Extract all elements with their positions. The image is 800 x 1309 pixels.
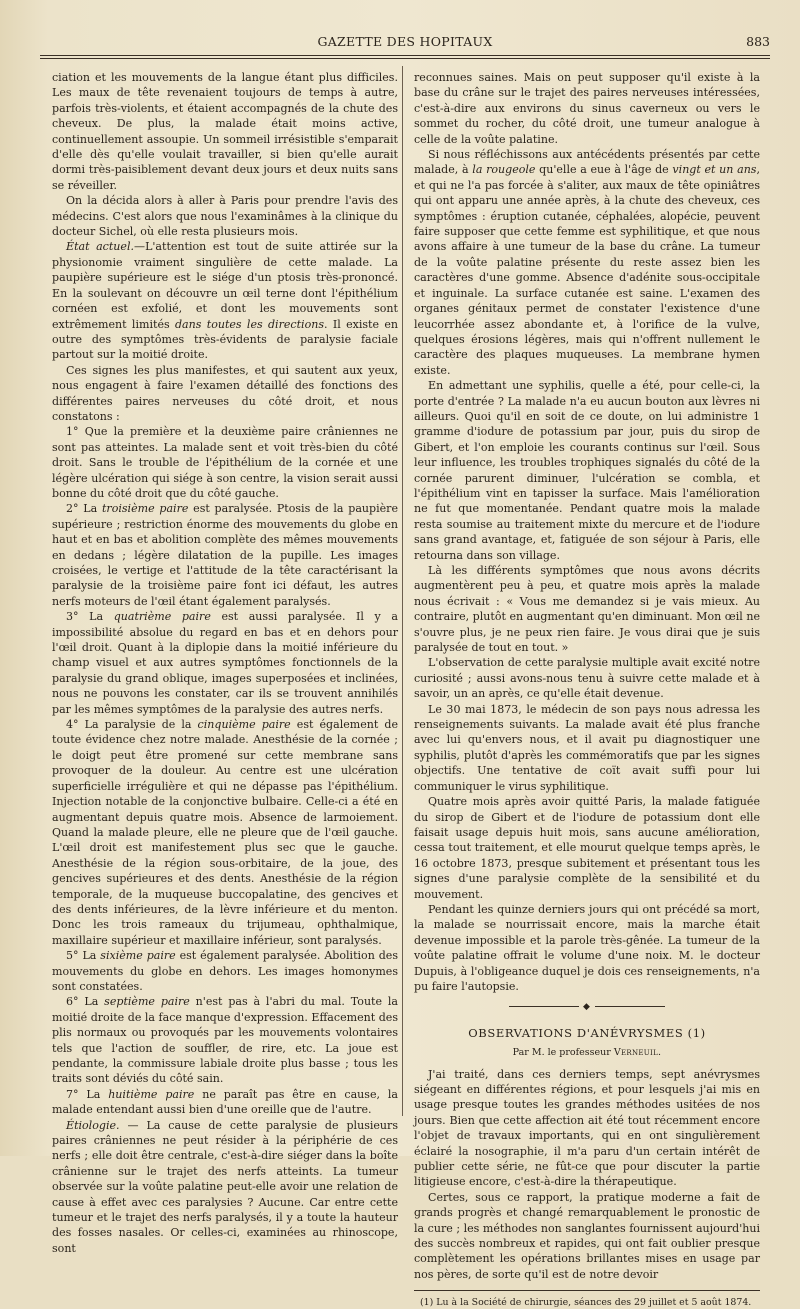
text-run: Le 30 mai 1873, le médecin de son pays nous adressa les renseignements suivants. La malade avait été plus franche avec lui qu'envers nous, et il avait pu diagnostiquer une syphilis, plutôt d'après les commémoratifs que par les signes objectifs. Une tentative de coït avait suffi pour lui communiquer le virus syphilitique. (414, 702, 760, 793)
paragraph (414, 794, 760, 902)
header-rule-bottom (40, 58, 770, 59)
italic-text: troisième paire (101, 502, 189, 516)
left-column (52, 70, 399, 1255)
italic-text: État actuel. (66, 240, 135, 254)
italic-text: septième paire (104, 995, 190, 1009)
paragraph (52, 193, 398, 239)
text-run: est également paralysée. Abolition des mouvements du globe en dehors. Les images homonymes sont constatées. (52, 949, 398, 993)
italic-text: Étiologie. (66, 1118, 120, 1132)
text-run: n'est pas à l'abri du mal. Toute la moitié droite de la face manque d'expression. Effacement des plis normaux ou provoqués par les mouvements volontaires tels que l'action de souffler, de rire, etc. La joue est pendante, la commissure labiale droite plus basse ; tous les traits sont déviés du côté sain. (52, 995, 398, 1086)
paragraph (52, 70, 398, 193)
author-name: Verneuil. (613, 1047, 662, 1059)
text-run: Si nous réfléchissons aux antécédents présentés par cette malade, à (414, 148, 760, 177)
paragraph (414, 1067, 760, 1190)
paragraph (52, 1118, 398, 1257)
paragraph (52, 239, 398, 362)
paragraph (414, 70, 760, 147)
paragraph (414, 563, 760, 655)
page-number: 883 (746, 34, 770, 49)
page-header (40, 34, 770, 52)
paragraph (52, 424, 398, 501)
paragraph (52, 717, 398, 948)
paragraph (414, 655, 760, 701)
footnote: (1) Lu à la Société de chirurgie, séances des 29 juillet et 5 août 1874. (420, 1297, 752, 1309)
text-run: est également de toute évidence chez notre malade. Anesthésie de la cornée ; le doigt peut être promené sur cette membrane sans provoquer de la douleur. Au centre est une ulcération superficielle irrégulière et qui ne dépasse pas l'épithélium. Injection notable de la conjonctive bulbaire. Celle-ci a été en augmentant depuis quatre mois. Absence de larmoiement. Quand la malade pleure, elle ne pleure que de l'œil gauche. L'œil droit est manifestement plus sec que le gauche. Anesthésie de la région sous-orbitaire, de la joue, des gencives supérieures et des dents. Anesthésie de la région temporale, de la muqueuse buccopalatine, des gencives et des dents inférieures, de la lèvre inférieure et du menton. Donc les trois rameaux du trijumeau, ophthalmique, maxillaire supérieur et maxillaire inférieur, sont paralysés. (52, 718, 399, 947)
italic-text: la rougeole (472, 163, 536, 177)
paragraph (414, 378, 760, 563)
italic-text: cinquième paire (197, 718, 291, 732)
text-run: 6° La (66, 995, 105, 1009)
italic-text: huitième paire (108, 1087, 195, 1101)
paragraph (52, 609, 398, 717)
header-rule-top (40, 55, 770, 56)
text-run: J'ai traité, dans ces derniers temps, sept anévrysmes siégeant en différentes régions, et pour lesquels j'ai mis en usage presque toutes les grandes méthodes usitées de nos jours. Bien que cette affection ait été tout récemment encore l'objet de travaux importants, qui en ont singulièrement éclairé la nosographie, il m'a paru d'un certain intérêt de publier cette série, ne fût-ce que pour discuter la partie litigieuse encore, c'est-à-dire la thérapeutique. (414, 1067, 760, 1189)
text-run: ciation et les mouvements de la langue étant plus difficiles. Les maux de tête revenaient toujours de temps à autre, parfois très-violents, et étaient accompagnés de la chute des cheveux. De plus, la malade était moins active, continuellement assoupie. Un sommeil irrésistible s'emparait d'elle dès qu'elle voulait travailler, si bien qu'elle aurait dormi très-paisiblement devant deux jours et deux nuits sans se réveiller. (52, 71, 398, 192)
paragraph (52, 948, 398, 994)
column-separator (402, 66, 403, 1116)
byline-prefix: Par M. le professeur (512, 1047, 614, 1059)
text-run: Pendant les quinze derniers jours qui ont précédé sa mort, la malade se nourrissait encore, mais la marche était devenue impossible et la parole très-gênée. La tumeur de la voûte palatine offrait le volume d'une noix. M. le docteur Dupuis, à l'obligeance duquel je dois ces renseignements, n'a pu faire l'autopsie. (414, 902, 760, 993)
section-ornament: ◆ (414, 1000, 760, 1015)
paragraph (52, 994, 398, 1086)
text-run: 2° La (66, 502, 102, 516)
paragraph (52, 363, 398, 425)
text-run: qu'elle a eue à l'âge de (535, 163, 673, 177)
text-run: — La cause de cette paralysie de plusieurs paires crâniennes ne peut résider à la périphérie de ces nerfs ; elle doit être centrale, c'est-à-dire siéger dans la boîte crânienne sur le trajet des nerfs atteints. La tumeur observée sur la voûte palatine peut-elle avoir une relation de cause à effet avec ces paralysies ? Aucune. Car entre cette tumeur et le trajet des nerfs paralysés, il y a toute la hauteur des fosses nasales. Or celles-ci, examinées au rhinoscope, sont (52, 1118, 398, 1255)
section-title: OBSERVATIONS D'ANÉVRYSMES (1) (468, 1025, 706, 1040)
text-run: Quatre mois après avoir quitté Paris, la malade fatiguée du sirop de Gibert et de l'iodure de potassium dont elle faisait usage depuis huit mois, sans aucune amélioration, cessa tout traitement, et elle mourut quelque temps après, le 16 octobre 1873, presque subitement et présentant tous les signes d'une paralysie complète de la sensibilité et du mouvement. (414, 795, 760, 901)
paragraph (414, 147, 760, 378)
text-run: 1° Que la première et la deuxième paire crâniennes ne sont pas atteintes. La malade sent et voit très-bien du côté droit. Sans le trouble de l'épithélium de la cornée et une légère ulcération qui siége à son centre, la vision serait aussi bonne du côté droit que du côté gauche. (52, 425, 398, 500)
right-column (414, 70, 760, 1309)
paragraph (414, 702, 760, 794)
text-run: On la décida alors à aller à Paris pour prendre l'avis des médecins. C'est alors que nous l'examinâmes à la clinique du docteur Sichel, où elle resta plusieurs mois. (52, 194, 398, 239)
text-run: En admettant une syphilis, quelle a été, pour celle-ci, la porte d'entrée ? La malade n'a eu aucun bouton aux lèvres ni ailleurs. Quoi qu'il en soit de ce doute, on lui administre 1 gramme d'iodure de potassium par jour, puis du sirop de Gibert, et l'on emploie les courants continus sur l'œil. Sous leur influence, les troubles trophiques signalés du côté de la cornée parurent diminuer, l'ulcération se combla, et l'épithélium vint en tapisser la surface. Mais l'amélioration ne fut que momentanée. Pendant quatre mois la malade resta soumise au traitement mixte du mercure et de l'iodure sans grand avantage, et, fatiguée de son séjour à Paris, elle retourna dans son village. (414, 379, 760, 562)
journal-title: GAZETTE DES HOPITAUX (317, 34, 493, 49)
text-run: reconnues saines. Mais on peut supposer qu'il existe à la base du crâne sur le trajet des paires nerveuses intéressées, c'est-à-dire aux environs du sinus caverneux ou vers le sommet du rocher, du côté droit, une tumeur analogue à celle de la voûte palatine. (414, 71, 760, 146)
text-run: Là les différents symptômes que nous avons décrits augmentèrent peu à peu, et quatre mois après la malade nous écrivait : « Vous me demandez si je vais mieux. Au contraire, plutôt en augmentant qu'en diminuant. Mon œil ne s'ouvre plus, je ne peux rien faire. Je vous dirai que je suis paralysée de tout en tout. » (414, 564, 760, 655)
paragraph (52, 1087, 398, 1118)
text-run: L'observation de cette paralysie multiple avait excité notre curiosité ; aussi avons-nous tenu à suivre cette malade et à savoir, un an après, ce qu'elle était devenue. (414, 656, 760, 701)
paragraph (52, 501, 398, 609)
italic-text: quatrième paire (113, 610, 211, 624)
text-run: 5° La (66, 949, 101, 963)
text-run: 4° La paralysie de la (66, 718, 198, 732)
text-run: . Il existe en outre des symptômes très-évidents de paralysie faciale partout sur la moitié droite. (52, 317, 398, 362)
text-run: 3° La (66, 610, 114, 624)
text-run: , et qui ne l'a pas forcée à s'aliter, aux maux de tête opiniâtres qui ont apparu une année après, à la chute des cheveux, ces symptômes : éruption cutanée, céphalées, alopécie, peuvent faire supposer que cette femme est syphilitique, et que nous avons affaire à une tumeur de la base du crâne. La tumeur de la voûte palatine présente du reste assez bien les caractères d'une gomme. Absence d'adénite sous-occipitale et inguinale. La surface cutanée est saine. L'examen des organes génitaux permet de constater l'existence d'une leucorrhée assez abondante et, à l'orifice de la vulve, quelques érosions légères, mais qui n'offrent nullement le caractère des plaques muqueuses. La membrane hymen existe. (414, 163, 760, 377)
italic-text: sixième paire (100, 949, 176, 963)
italic-text: dans toutes les directions (174, 317, 325, 331)
paragraph (414, 1190, 760, 1282)
footnote-rule (414, 1290, 760, 1291)
text-run: Certes, sous ce rapport, la pratique moderne a fait de grands progrès et changé remarquablement le pronostic de la cure ; les méthodes non sanglantes fournissent aujourd'hui des succès nombreux et rapides, qui ont fait oublier presque complètement les opérations brillantes mises en usage par nos pères, de sorte qu'il est de notre devoir (414, 1190, 760, 1281)
text-run: ne paraît pas être en cause, la malade entendant aussi bien d'une oreille que de l'autre. (52, 1087, 398, 1117)
text-run: —L'attention est tout de suite attirée sur la physionomie vraiment singulière de cette malade. La paupière supérieure est le siége d'un ptosis très-prononcé. En la soulevant on découvre un œil terne dont l'épithélium cornéen est exfolié, et dont les mouvements sont extrêmement limités (52, 240, 398, 331)
text-run: Ces signes les plus manifestes, et qui sautent aux yeux, nous engagent à faire l'examen détaillé des fonctions des différentes paires nerveuses du côté droit, et nous constatons : (52, 363, 398, 423)
paragraph (414, 902, 760, 994)
text-run: est aussi paralysée. Il y a impossibilité absolue du regard en bas et en dehors pour l'œil droit. Quant à la diplopie dans la moitié inférieure du champ visuel et aux autres symptômes fonctionnels de la paralysie du grand oblique, images superposées et inclinées, nous ne pouvons les constater, car ils se trouvent annihilés par les mêmes symptômes de la paralysie des autres nerfs. (52, 610, 398, 716)
text-run: 7° La (66, 1087, 109, 1101)
text-run: est paralysée. Ptosis de la paupière supérieure ; restriction énorme des mouvements du globe en haut et en bas et abolition complète des mêmes mouvements en dedans ; légère dilatation de la pupille. Les images croisées, le vertige et l'attitude de la tête caractérisant la paralysie de la troisième paire font ici défaut, les autres nerfs moteurs de l'œil étant également paralysés. (52, 502, 398, 608)
author-byline (414, 1045, 760, 1060)
italic-text: vingt et un ans (672, 163, 757, 177)
